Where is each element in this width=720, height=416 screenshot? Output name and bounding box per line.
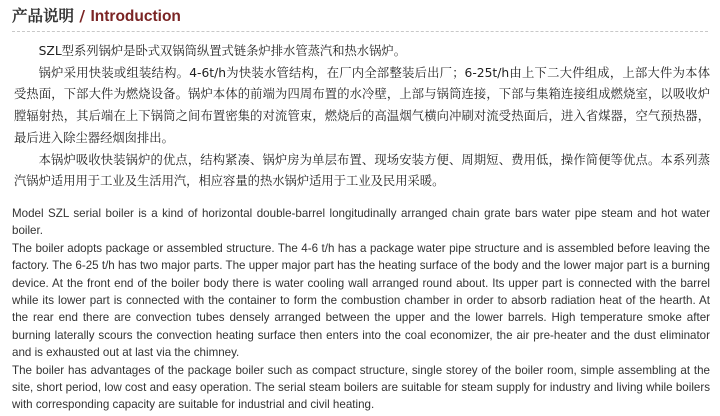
heading-title-en: Introduction [90,8,181,25]
heading-divider [12,31,708,33]
cn-paragraph: 本锅炉吸收快装锅炉的优点，结构紧凑、锅炉房为单层布置、现场安装方便、周期短、费用低，操作简便等优点。本系列蒸汽锅炉适用用于工业及生活用汽，相应容量的热水锅炉适用于工业及民用采暖。 [14,152,710,189]
heading-separator: / [79,7,86,25]
cn-paragraph: SZL型系列锅炉是卧式双锅筒纵置式链条炉排水管蒸汽和热水锅炉。 [38,44,406,58]
section-heading [12,5,710,27]
en-paragraph: The boiler adopts package or assembled structure. The 4-6 t/h has a package water pipe structure and is assembled before leaving the factory. The 6-25 t/h has two major parts. The upper major part has the heating surface of the body and the lower major part is a burning device. At the front end of the boiler body there is water cooling wall arranged round about. Its upper part is connected with the barrel while its lower part is connected with the container to form the combustion chamber in order to absorb radiation heat of the hearth. At the rear end there are convection tubes densely arranged between the upper and the lower barrels. High temperature smoke after burning laterally scours the convection heating surface then enters into the coal economizer, the air pre-heater and the dust eliminator and is exhausted out at last via the chimney. [12,241,710,360]
cn-paragraph: 锅炉采用快装或组装结构。4-6t/h为快装水管结构，在厂内全部整装后出厂；6-25t/h由上下二大件组成，上部大件为本体受热面，下部大件为燃烧设备。锅炉本体的前端为四周布置的水冷壁，上部与锅筒连接，下部与集箱连接组成燃烧室，以吸收炉膛辐射热，其后端在上下锅筒之间布置密集的对流管束，燃烧后的高温烟气横向冲刷对流受热面后，进入省煤器，空气预热器，最后进入除尘器经烟囱排出。 [14,65,710,145]
chinese-description [12,41,710,193]
en-paragraph: Model SZL serial boiler is a kind of horizontal double-barrel longitudinally arranged chain grate bars water pipe steam and hot water boiler. [12,206,710,238]
en-paragraph: The boiler has advantages of the package boiler such as compact structure, single storey of the boiler room, simple assembling at the site, short period, low cost and easy operation. The serial steam boilers are suitable for steam supply for industry and living while boilers with corresponding capacity are suitable for industrial and civil heating. [12,363,710,412]
english-description [12,205,710,414]
heading-title-cn: 产品说明 [12,7,75,25]
